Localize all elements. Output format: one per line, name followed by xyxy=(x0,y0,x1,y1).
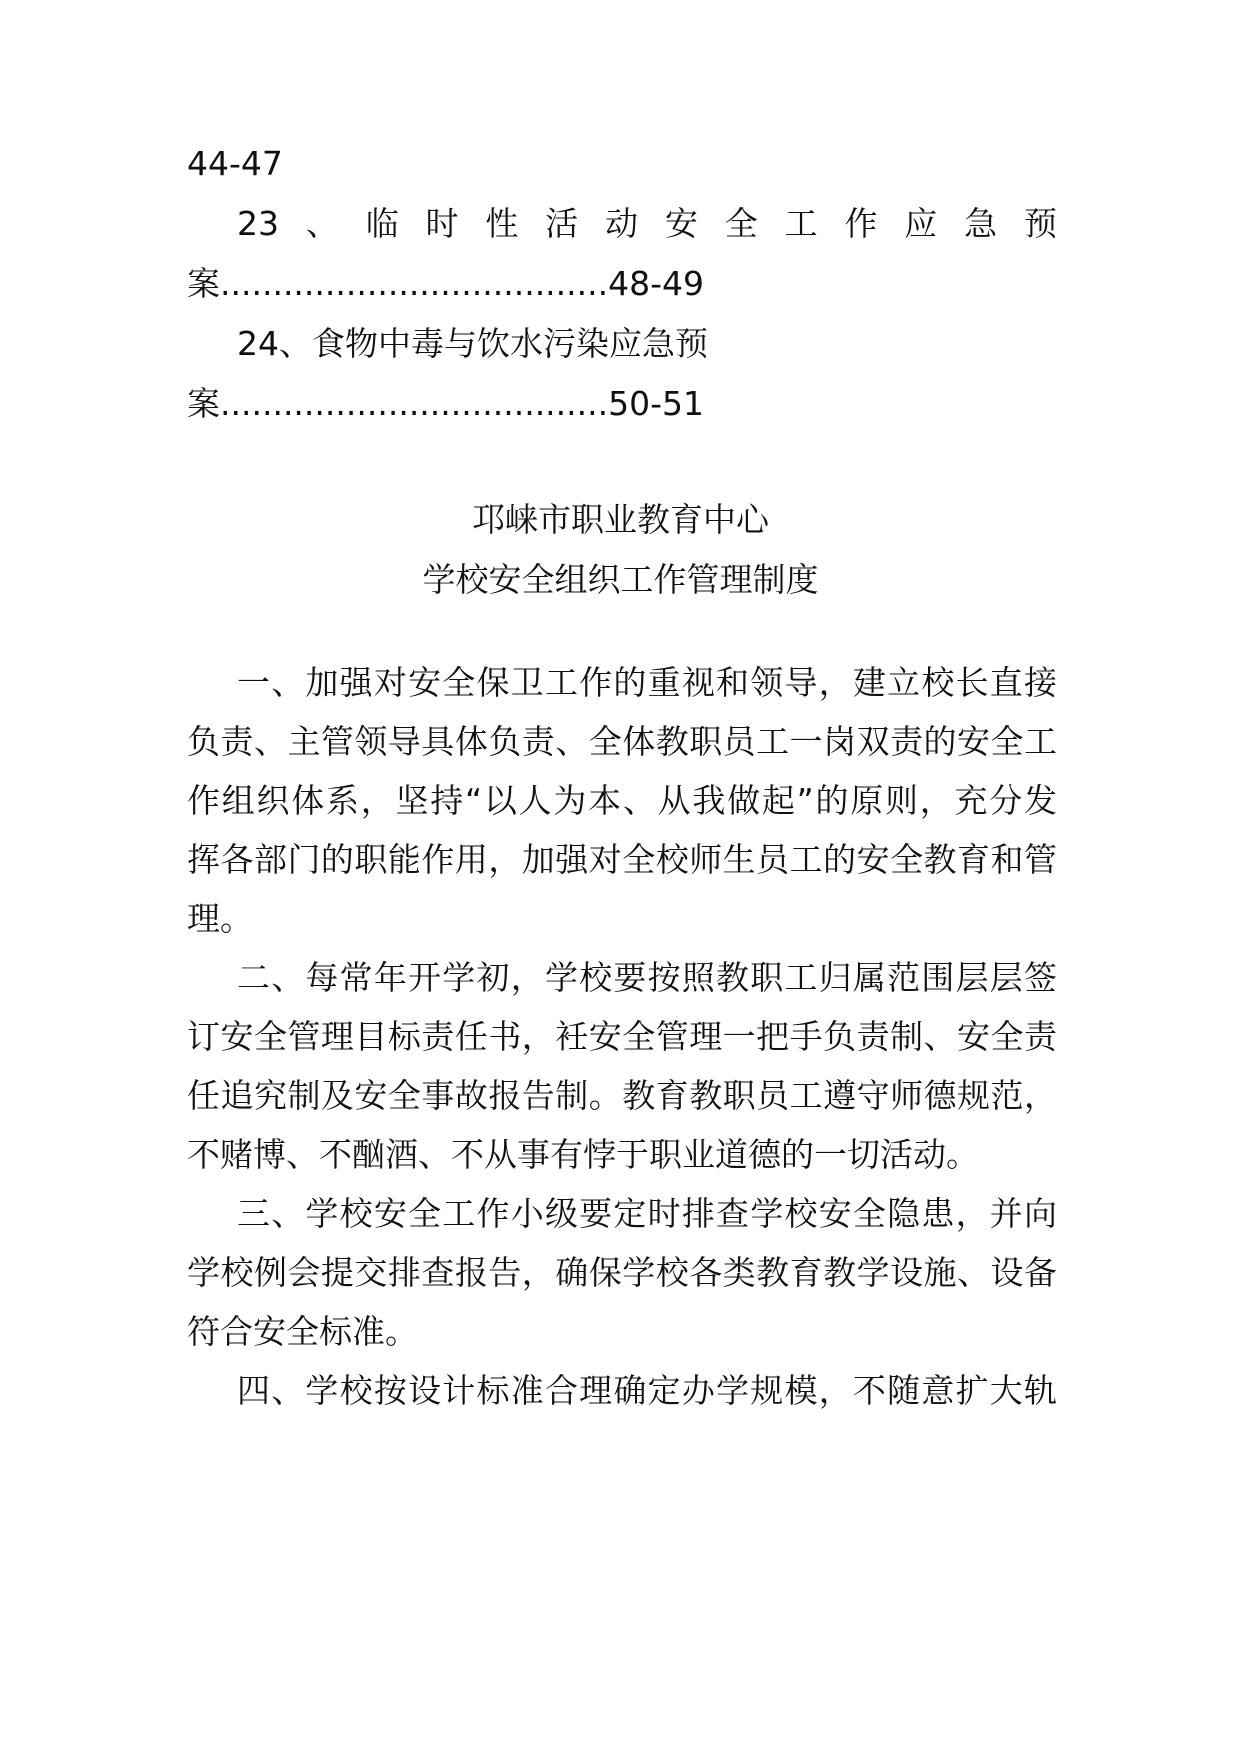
toc-item-23-continuation: 案.....................................48-49 xyxy=(187,264,705,303)
toc-char: 、 xyxy=(305,204,339,243)
body-line: 作组织体系，坚持“以人为本、从我做起”的原则，充分发 xyxy=(187,781,1057,820)
toc-char: 动 xyxy=(605,204,639,243)
body-line: 订安全管理目标责任书，衽安全管理一把手负责制、安全责 xyxy=(187,1017,1057,1056)
toc-page-range: 44-47 xyxy=(187,144,283,183)
toc-char: 急 xyxy=(964,204,998,243)
body-line: 任追究制及安全事故报告制。教育教职员工遵守师德规范， xyxy=(187,1076,1057,1115)
organization-name: 邛崃市职业教育中心 xyxy=(472,500,769,539)
toc-char: 安 xyxy=(664,204,698,243)
toc-char: 预 xyxy=(1023,204,1057,243)
toc-char: 23 xyxy=(237,204,279,243)
body-line: 负责、主管领导具体负责、全体教职员工一岗双责的安全工 xyxy=(187,722,1057,761)
body-line: 四、学校按设计标准合理确定办学规模，不随意扩大轨 xyxy=(237,1371,1057,1410)
document-title: 学校安全组织工作管理制度 xyxy=(422,560,819,599)
body-line: 学校例会提交排查报告，确保学校各类教育教学设施、设备 xyxy=(187,1253,1057,1292)
body-line: 二、每常年开学初，学校要按照教职工归属范围层层签 xyxy=(237,958,1057,997)
toc-char: 活 xyxy=(545,204,579,243)
toc-char: 全 xyxy=(724,204,758,243)
toc-item-23 xyxy=(237,204,1057,244)
toc-char: 工 xyxy=(784,204,818,243)
body-line: 不赌博、不酗酒、不从事有悖于职业道德的一切活动。 xyxy=(187,1135,979,1174)
body-line: 符合安全标准。 xyxy=(187,1312,418,1351)
toc-char: 性 xyxy=(485,204,519,243)
toc-char: 临 xyxy=(365,204,399,243)
body-line: 一、加强对安全保卫工作的重视和领导，建立校长直接 xyxy=(237,663,1057,702)
toc-char: 作 xyxy=(844,204,878,243)
toc-char: 时 xyxy=(425,204,459,243)
toc-char: 应 xyxy=(904,204,938,243)
toc-item-24-continuation: 案.....................................50-51 xyxy=(187,384,705,423)
body-line: 理。 xyxy=(187,899,253,938)
body-line: 三、学校安全工作小级要定时排查学校安全隐患，并向 xyxy=(237,1194,1057,1233)
body-line: 挥各部门的职能作用，加强对全校师生员工的安全教育和管 xyxy=(187,840,1057,879)
toc-item-24: 24、食物中毒与饮水污染应急预 xyxy=(237,324,708,363)
